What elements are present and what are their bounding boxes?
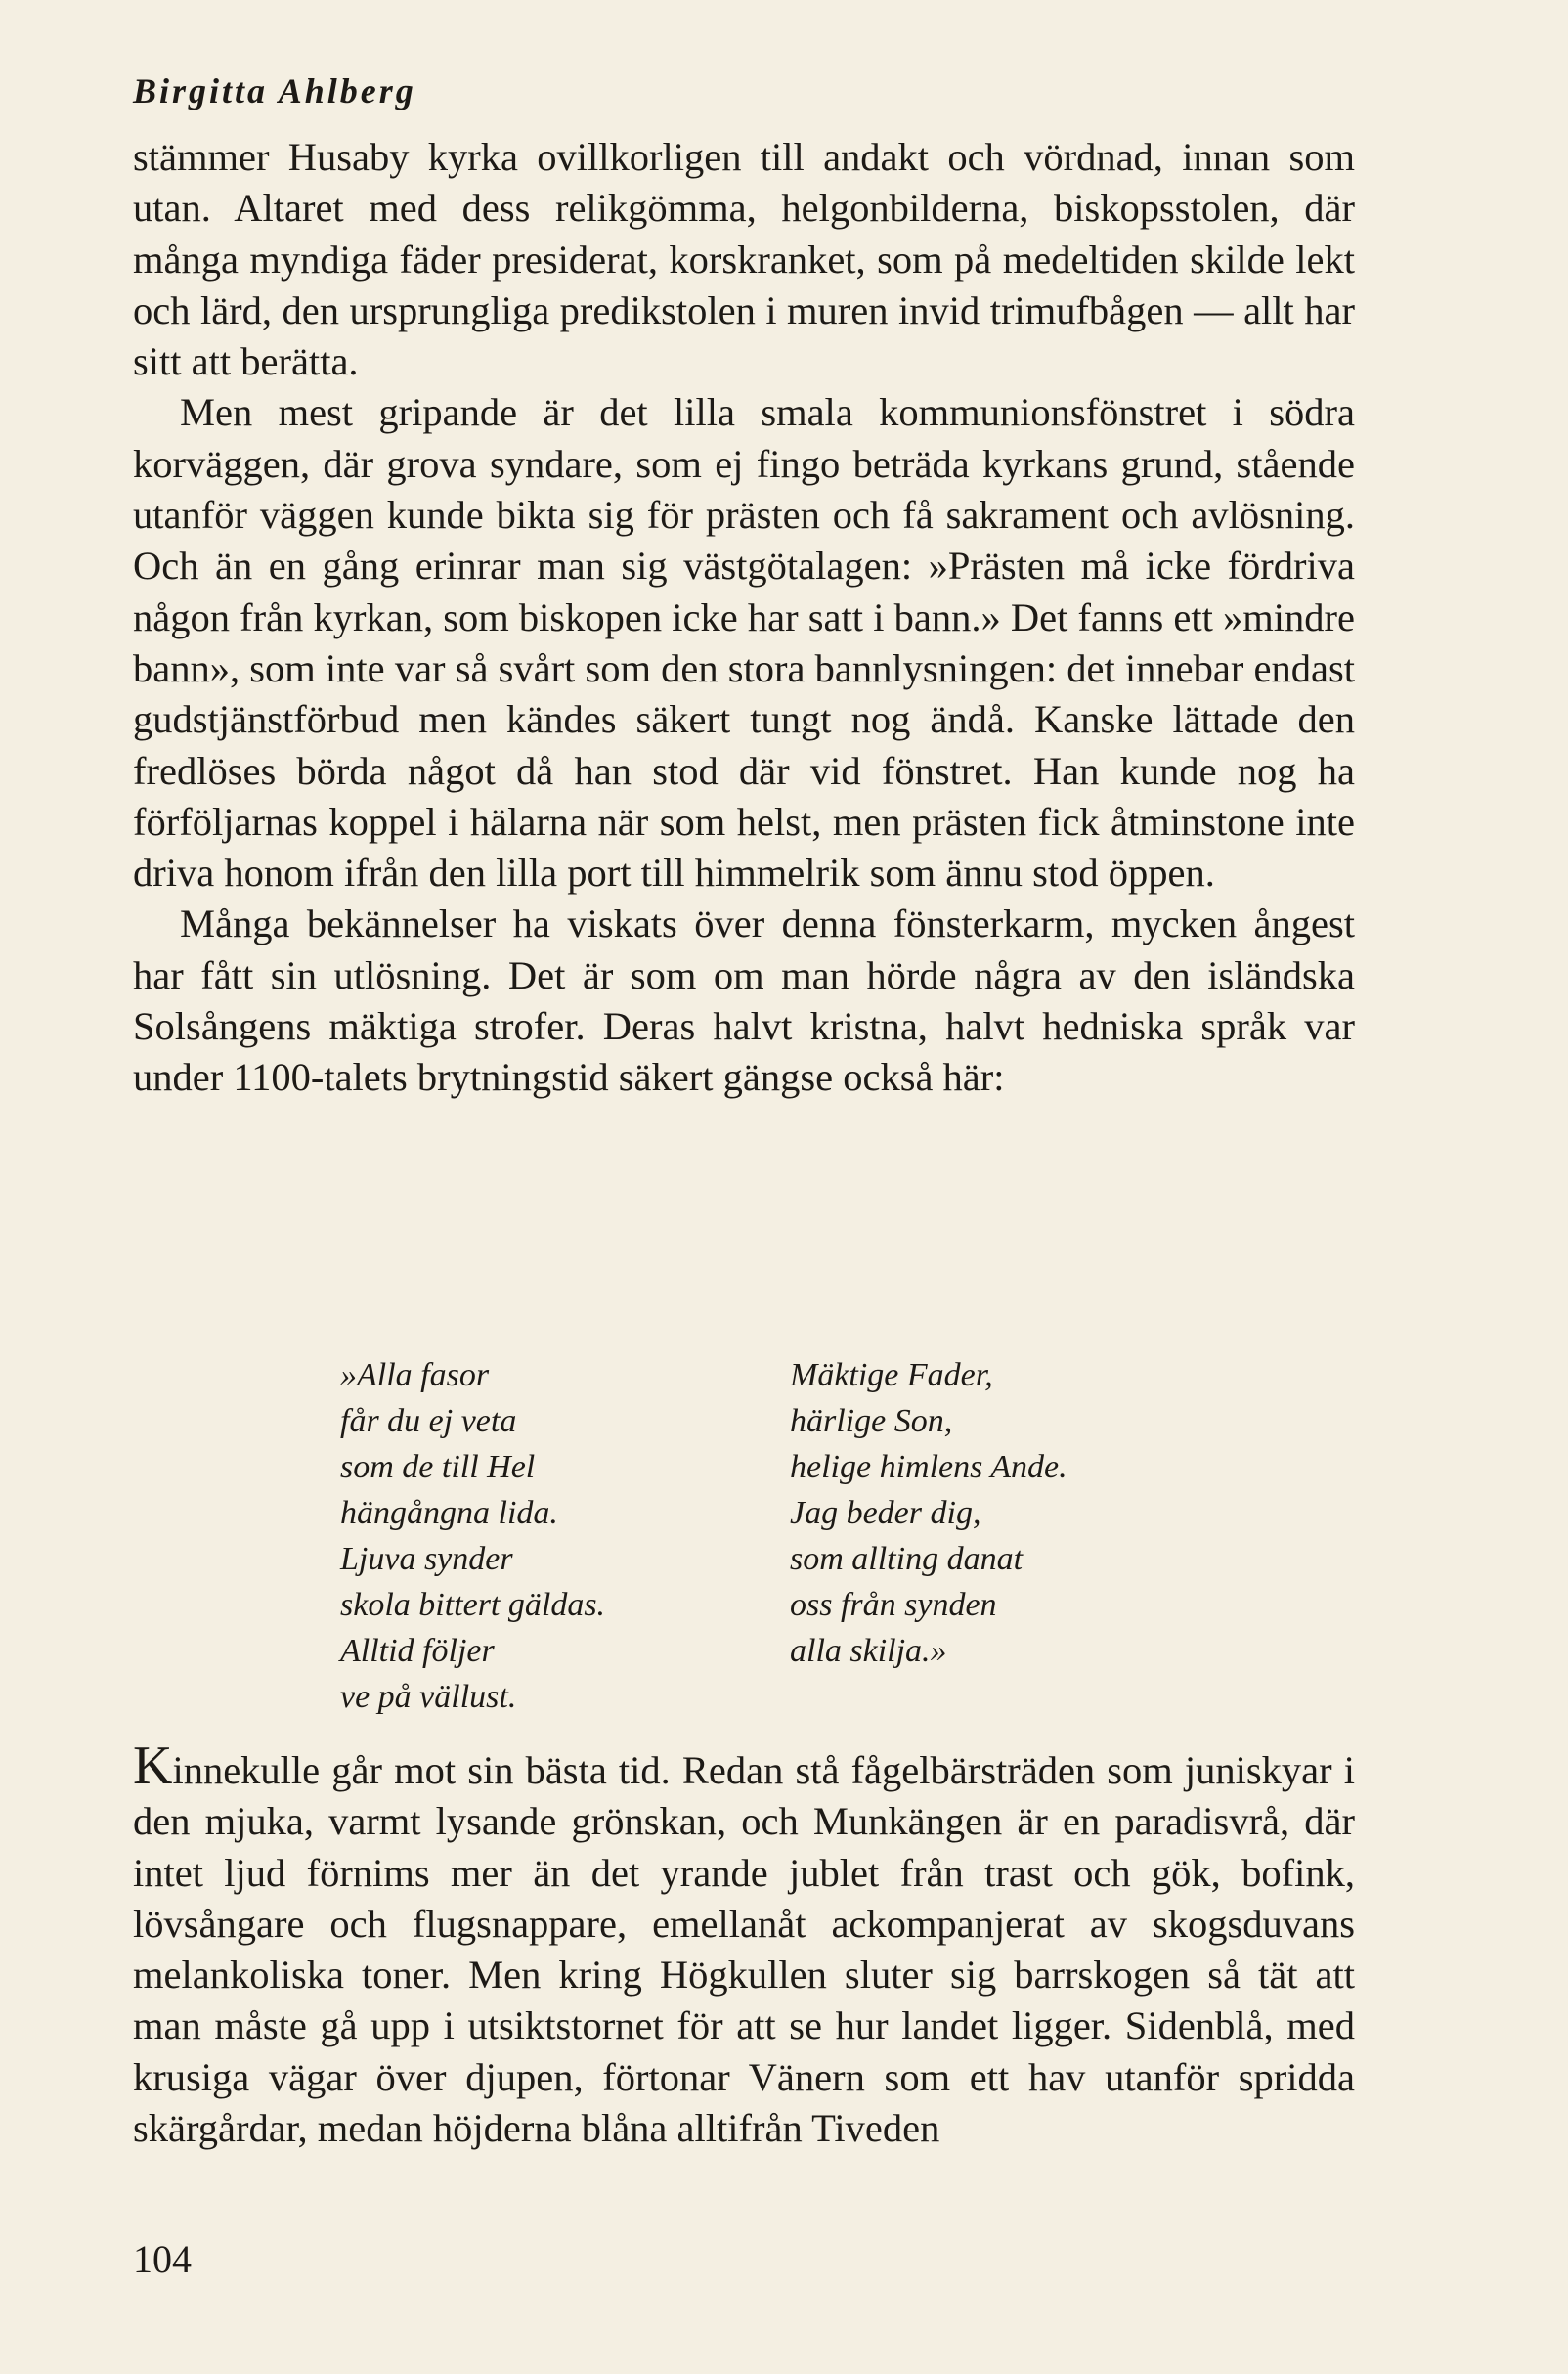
poem-line: som de till Hel (340, 1449, 536, 1485)
poem-line: ve på vällust. (340, 1679, 517, 1715)
paragraph: stämmer Husaby kyrka ovillkorligen till andakt och vördnad, innan som utan. Altaret med dess relikgömma, helgonbilderna, biskopsstolen, där många myndiga fäder presiderat, korskranket, som på medeltiden skilde lekt och lärd, den ursprungliga predikstolen i muren invid trimufbågen — allt har sitt att berätta. (133, 135, 1355, 384)
poem-line: får du ej veta (340, 1403, 517, 1439)
paragraph: Men mest gripande är det lilla smala kommunionsfönstret i södra korväggen, där grova syndare, som ej fingo beträda kyrkans grund, stående utanför väggen kunde bikta sig för prästen och få sakrament och avlösning. Och än en gång erinrar man sig västgötalagen: »Prästen må icke fördriva någon från kyrkan, som biskopen icke har satt i bann.» Det fanns ett »mindre bann», som inte var så svårt som den stora bannlysningen: det innebar endast gudstjänstförbud men kändes säkert tungt nog ändå. Kanske lättade den fredlöses börda något då han stod där vid fönstret. Han kunde nog ha förföljarnas koppel i hälarna när som helst, men prästen fick åtminstone inte driva honom ifrån den lilla port till himmelrik som ännu stod öppen. (133, 390, 1355, 896)
poem-line: Ljuva synder (340, 1541, 513, 1577)
main-text-section-1 (133, 132, 1355, 1104)
poem-line: härlige Son, (790, 1403, 953, 1439)
paragraph (133, 1736, 1355, 2154)
poem-line: helige himlens Ande. (790, 1449, 1067, 1485)
main-text-section-2 (133, 1736, 1355, 2154)
poem-column-right (790, 1352, 1067, 1674)
poem-line: Jag beder dig, (790, 1495, 981, 1531)
paragraph-text: innekulle går mot sin bästa tid. Redan stå fågelbärsträden som juniskyar i den mjuka, varmt lysande grönskan, och Munkängen är en paradisvrå, där intet ljud förnims mer än det yrande jublet från trast och gök, bofink, lövsångare och flugsnappare, emellanåt ackompanjerat av skogsduvans melankoliska toner. Men kring Högkullen sluter sig barrskogen så tät att man måste gå upp i utsiktstornet för att se hur landet ligger. Sidenblå, med krusiga vägar över djupen, förtonar Vänern som ett hav utanför spridda skärgårdar, medan höjderna blåna alltifrån Tiveden (133, 1748, 1355, 2151)
page-number: 104 (133, 2237, 192, 2281)
initial-letter: K (133, 1736, 173, 1796)
poem-line: oss från synden (790, 1587, 997, 1623)
paragraph: Många bekännelser ha viskats över denna fönsterkarm, mycken ångest har fått sin utlösning. Det är som om man hörde några av den isländska Solsångens mäktiga strofer. Deras halvt kristna, halvt hedniska språk var under 1100-talets brytningstid säkert gängse också här: (133, 901, 1355, 1100)
poem-line: som allting danat (790, 1541, 1024, 1577)
poem-column-left (340, 1352, 605, 1720)
poem-line: »Alla fasor (340, 1357, 490, 1393)
poem-line: skola bittert gäldas. (340, 1587, 606, 1623)
poem-line: hängångna lida. (340, 1495, 558, 1531)
poem-line: Mäktige Fader, (790, 1357, 993, 1393)
running-header-author: Birgitta Ahlberg (133, 71, 416, 110)
poem-line: Alltid följer (340, 1633, 495, 1669)
poem-line: alla skilja.» (790, 1633, 947, 1669)
